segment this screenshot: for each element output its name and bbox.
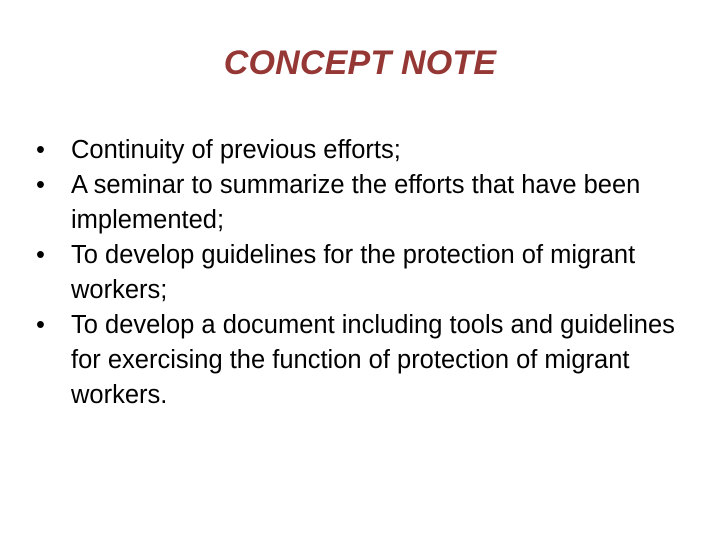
- bullet-icon: •: [36, 311, 45, 339]
- bullet-text: To develop guidelines for the protection of migrant workers;: [71, 241, 636, 304]
- slide-title: CONCEPT NOTE: [223, 44, 497, 82]
- bullet-text: To develop a document including tools and guidelines for exercising the function of protection of migrant workers.: [71, 311, 675, 409]
- bullet-text: A seminar to summarize the efforts that have been implemented;: [71, 171, 641, 234]
- bullet-icon: •: [36, 241, 45, 269]
- bullet-icon: •: [36, 171, 45, 199]
- bullet-item: [36, 238, 696, 308]
- bullet-item: [36, 168, 696, 238]
- bullet-item: [36, 133, 696, 168]
- bullet-item: [36, 308, 696, 413]
- bullet-icon: •: [36, 136, 45, 164]
- bullet-list: [36, 133, 696, 413]
- bullet-text: Continuity of previous efforts;: [71, 136, 401, 164]
